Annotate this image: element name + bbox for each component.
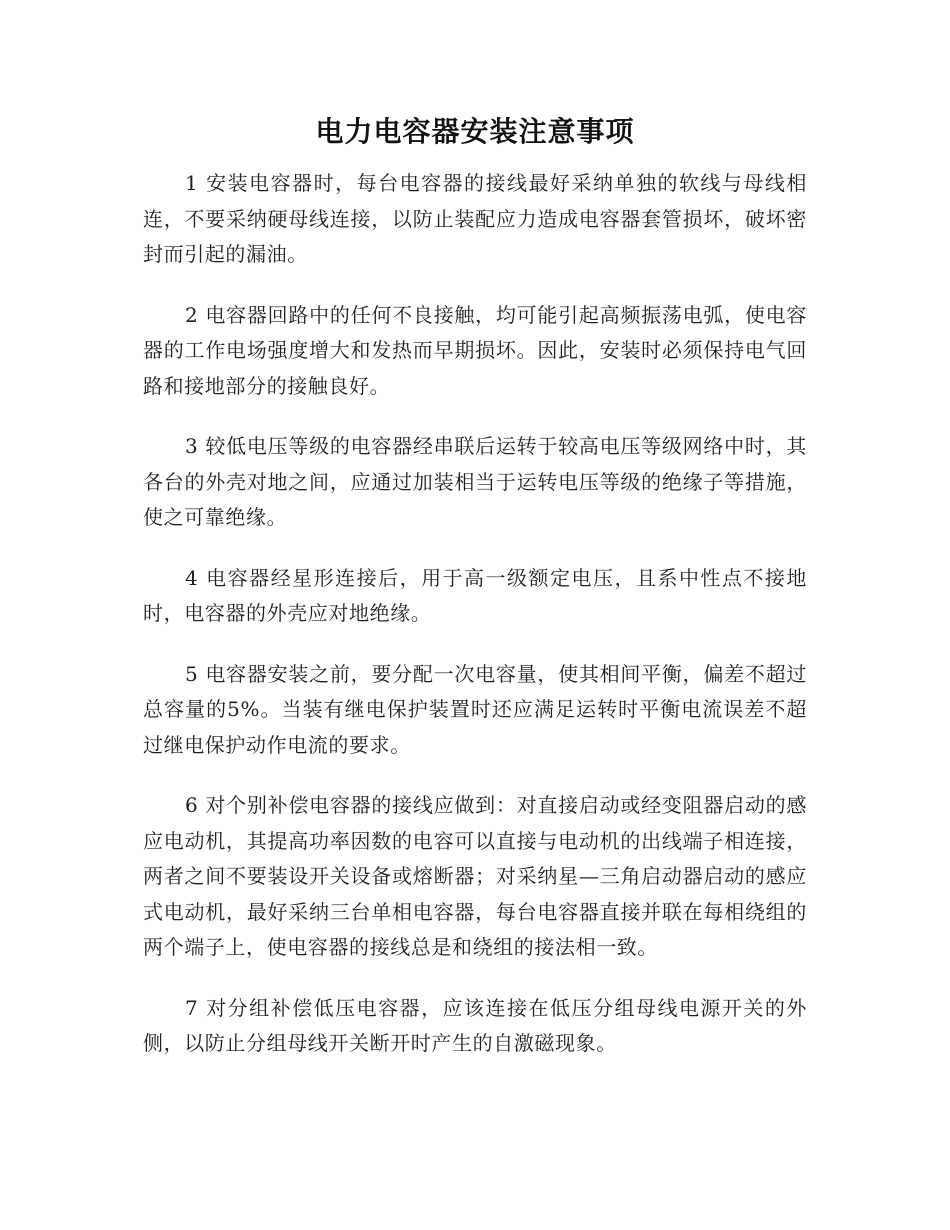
paragraph-5: 5 电容器安装之前，要分配一次电容量，使其相间平衡，偏差不超过总容量的5%。当装有继电保护装置时还应满足运转时平衡电流误差不超过继电保护动作电流的要求。	[143, 661, 807, 757]
paragraph-7: 7 对分组补偿低压电容器，应该连接在低压分组母线电源开关的外侧，以防止分组母线开关断开时产生的自激磁现象。	[143, 995, 807, 1055]
document-body	[143, 166, 807, 1087]
paragraph-3: 3 较低电压等级的电容器经串联后运转于较高电压等级网络中时，其各台的外壳对地之间，应通过加装相当于运转电压等级的绝缘子等措施，使之可靠绝缘。	[143, 434, 807, 529]
paragraph-2: 2 电容器回路中的任何不良接触，均可能引起高频振荡电弧，使电容器的工作电场强度增大和发热而早期损坏。因此，安装时必须保持电气回路和接地部分的接触良好。	[143, 302, 807, 398]
paragraph-1: 1 安装电容器时，每台电容器的接线最好采纳单独的软线与母线相连，不要采纳硬母线连接，以防止装配应力造成电容器套管损坏，破坏密封而引起的漏油。	[143, 171, 807, 266]
document-title: 电力电容器安装注意事项	[315, 115, 635, 148]
paragraph-6: 6 对个别补偿电容器的接线应做到：对直接启动或经变阻器启动的感应电动机，其提高功率因数的电容可以直接与电动机的出线端子相连接，两者之间不要装设开关设备或熔断器；对采纳星—三角启动器启动的感应式电动机，最好采纳三台单相电容器，每台电容器直接并联在每相绕组的两个端子上，使电容器的接线总是和绕组的接法相一致。	[143, 793, 807, 959]
paragraph-4: 4 电容器经星形连接后，用于高一级额定电压，且系中性点不接地时，电容器的外壳应对地绝缘。	[143, 565, 807, 625]
